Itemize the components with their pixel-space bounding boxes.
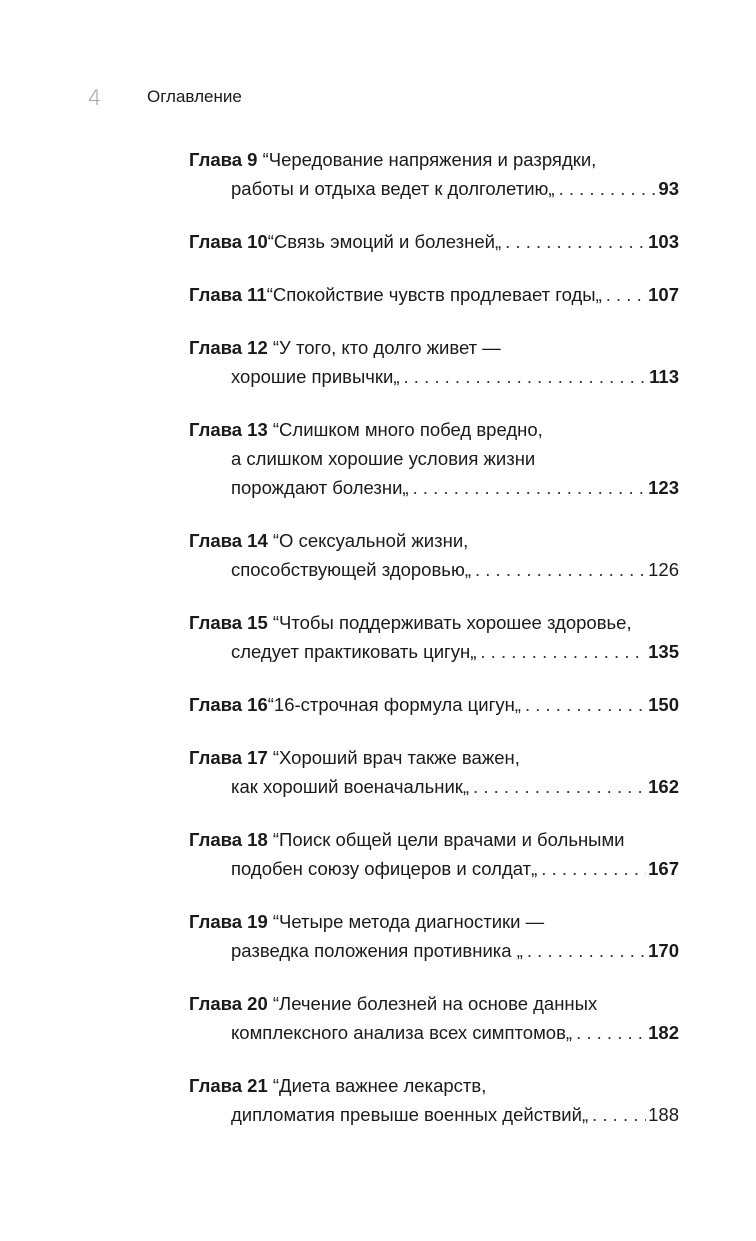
chapter-title-line: “Спокойствие чувств продлевает годы„	[266, 284, 602, 305]
chapter-title-line: а слишком хорошие условия жизни	[231, 448, 536, 469]
chapter-label: Глава 20	[189, 993, 268, 1014]
chapter-title-line: “У того, кто долго живет —	[272, 337, 501, 358]
page-number: 4	[88, 86, 102, 110]
chapter-label: Глава 14	[189, 530, 268, 551]
page-reference: 107	[648, 284, 679, 305]
table-of-contents	[189, 145, 679, 1153]
chapter-title-line: “Слишком много побед вредно,	[272, 419, 543, 440]
chapter-title-line: “Четыре метода диагностики —	[272, 911, 545, 932]
dot-leader	[572, 1018, 646, 1047]
page-reference: 135	[648, 641, 679, 662]
chapter-title-line: способствующей здоровью„	[231, 559, 471, 580]
toc-entry[interactable]	[189, 333, 679, 391]
toc-entry[interactable]	[189, 825, 679, 883]
page-reference: 188	[648, 1104, 679, 1125]
chapter-label: Глава 11	[189, 284, 267, 305]
dot-leader	[501, 227, 646, 256]
chapter-title-line: “Диета важнее лекарств,	[272, 1075, 487, 1096]
toc-entry[interactable]	[189, 989, 679, 1047]
dot-leader	[537, 854, 646, 883]
toc-entry[interactable]	[189, 690, 679, 719]
toc-entry[interactable]	[189, 907, 679, 965]
chapter-title-line: хорошие привычки„	[231, 366, 400, 387]
page-reference: 150	[648, 694, 679, 715]
chapter-title-line: следует практиковать цигун„	[231, 641, 477, 662]
chapter-title-line: разведка положения противника „	[231, 940, 523, 961]
dot-leader	[523, 936, 646, 965]
toc-entry[interactable]	[189, 280, 679, 309]
chapter-label: Глава 13	[189, 419, 268, 440]
chapter-title-line: комплексного анализа всех симптомов„	[231, 1022, 573, 1043]
chapter-title-line: “О сексуальной жизни,	[272, 530, 469, 551]
page-reference: 103	[648, 231, 679, 252]
toc-entry[interactable]	[189, 1071, 679, 1129]
toc-entry[interactable]	[189, 145, 679, 203]
dot-leader	[409, 473, 647, 502]
toc-entry[interactable]	[189, 608, 679, 666]
page-reference: 182	[648, 1022, 679, 1043]
dot-leader	[521, 690, 646, 719]
chapter-label: Глава 10	[189, 231, 268, 252]
chapter-title-line: как хороший военачальник„	[231, 776, 470, 797]
toc-entry[interactable]	[189, 415, 679, 502]
chapter-label: Глава 19	[189, 911, 268, 932]
chapter-title-line: работы и отдыха ведет к долголетию„	[231, 178, 555, 199]
page-reference: 113	[649, 366, 679, 387]
page-reference: 123	[648, 477, 679, 498]
dot-leader	[469, 772, 646, 801]
toc-entry[interactable]	[189, 526, 679, 584]
chapter-title-line: “Лечение болезней на основе данных	[272, 993, 598, 1014]
page-reference: 126	[648, 559, 679, 580]
chapter-title-line: “Поиск общей цели врачами и больными	[272, 829, 625, 850]
chapter-title-line: “Чтобы поддерживать хорошее здоровье,	[272, 612, 632, 633]
chapter-label: Глава 17	[189, 747, 268, 768]
page-reference: 167	[648, 858, 679, 879]
page-reference: 93	[658, 178, 679, 199]
toc-entry[interactable]	[189, 227, 679, 256]
chapter-title-line: “16-строчная формула цигун„	[267, 694, 521, 715]
running-title: Оглавление	[147, 87, 242, 106]
chapter-label: Глава 9	[189, 149, 258, 170]
chapter-title-line: подобен союзу офицеров и солдат„	[231, 858, 538, 879]
chapter-title-line: “Связь эмоций и болезней„	[267, 231, 502, 252]
chapter-title-line: порождают болезни„	[231, 477, 409, 498]
toc-entry[interactable]	[189, 743, 679, 801]
chapter-title-line: дипломатия превыше военных действий„	[231, 1104, 589, 1125]
chapter-label: Глава 21	[189, 1075, 268, 1096]
page-reference: 170	[648, 940, 679, 961]
dot-leader	[400, 362, 648, 391]
chapter-label: Глава 18	[189, 829, 268, 850]
chapter-label: Глава 12	[189, 337, 268, 358]
chapter-title-line: “Хороший врач также важен,	[272, 747, 520, 768]
chapter-label: Глава 15	[189, 612, 268, 633]
page-reference: 162	[648, 776, 679, 797]
dot-leader	[471, 555, 646, 584]
dot-leader	[602, 280, 646, 309]
dot-leader	[555, 174, 657, 203]
chapter-label: Глава 16	[189, 694, 268, 715]
dot-leader	[476, 637, 646, 666]
dot-leader	[588, 1100, 646, 1129]
chapter-title-line: “Чередование напряжения и разрядки,	[262, 149, 597, 170]
